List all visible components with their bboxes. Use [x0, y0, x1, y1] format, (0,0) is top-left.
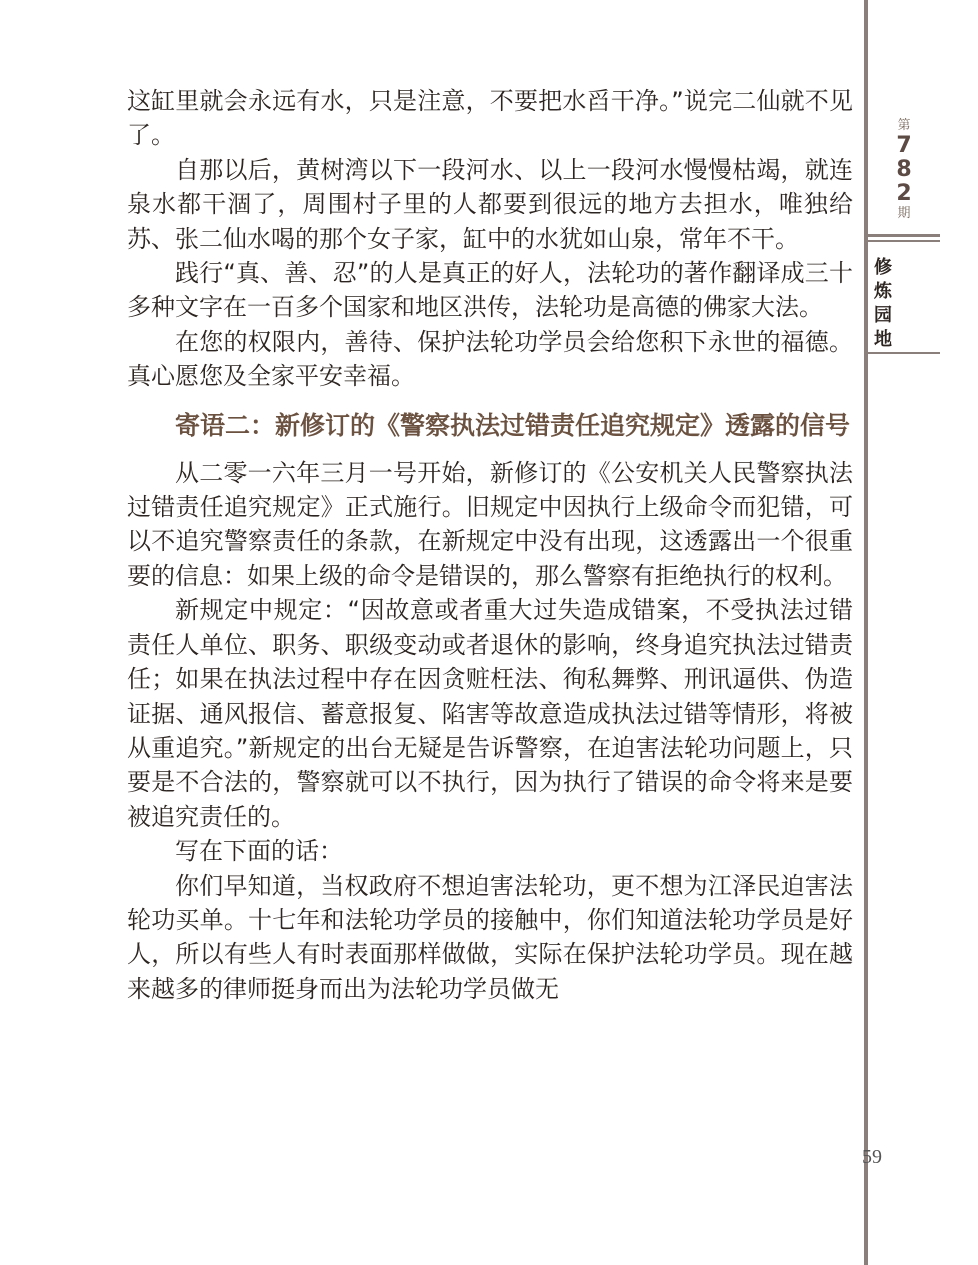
- issue-number: [868, 134, 940, 206]
- article-body: [127, 84, 853, 1006]
- paragraph: 践行“真、善、忍”的人是真正的好人，法轮功的著作翻译成三十多种文字在一百多个国家和地区洪传，法轮功是高德的佛家大法。: [127, 259, 853, 322]
- section-heading: 寄语二：新修订的《警察执法过错责任追究规定》透露的信号: [175, 410, 851, 440]
- divider-band: [868, 352, 940, 354]
- column-title: [872, 256, 894, 352]
- issue-number-block: [868, 118, 940, 222]
- column-title-char: 地: [874, 329, 892, 350]
- paragraph: 你们早知道，当权政府不想迫害法轮功，更不想为江泽民迫害法轮功买单。十七年和法轮功学员的接触中，你们知道法轮功学员是好人，所以有些人有时表面那样做做，实际在保护法轮功学员。现在越来越多的律师挺身而出为法轮功学员做无: [127, 871, 853, 1003]
- paragraph: 新规定中规定：“因故意或者重大过失造成错案，不受执法过错责任人单位、职务、职级变动或者退休的影响，终身追究执法过错责任；如果在执法过程中存在因贪赃枉法、徇私舞弊、刑讯逼供、伪造证据、通风报信、蓄意报复、陷害等故意造成执法过错等情形，将被从重追究。”新规定的出台无疑是告诉警察，在迫害法轮功问题上，只要是不合法的，警察就可以不执行，因为执行了错误的命令将来是要被追究责任的。: [127, 596, 853, 831]
- issue-suffix: 期: [897, 206, 911, 221]
- issue-prefix: 第: [897, 118, 911, 133]
- paragraph: 在您的权限内，善待、保护法轮功学员会给您积下永世的福德。真心愿您及全家平安幸福。: [127, 327, 853, 391]
- column-title-char: 园: [874, 305, 892, 326]
- column-title-char: 炼: [874, 281, 892, 302]
- paragraph: 自那以后，黄树湾以下一段河水、以上一段河水慢慢枯竭，就连泉水都干涸了，周围村子里的人都要到很远的地方去担水，唯独给苏、张二仙水喝的那个女子家，缸中的水犹如山泉，常年不干。: [127, 155, 853, 253]
- paragraph: 这缸里就会永远有水，只是注意，不要把水舀干净。”说完二仙就不见了。: [127, 87, 853, 150]
- issue-digit: 2: [896, 181, 912, 206]
- column-title-char: 修: [874, 257, 892, 278]
- page-number: 59: [862, 1146, 882, 1168]
- paragraph: 写在下面的话：: [175, 837, 343, 866]
- paragraph: 从二零一六年三月一号开始，新修订的《公安机关人民警察执法过错责任追究规定》正式施行。旧规定中因执行上级命令而犯错，可以不追究警察责任的条款，在新规定中没有出现，这透露出一个很重要的信息：如果上级的命令是错误的，那么警察有拒绝执行的权利。: [127, 458, 853, 590]
- divider-band: [868, 240, 940, 242]
- issue-digit: 7: [896, 133, 912, 158]
- issue-digit: 8: [896, 157, 912, 182]
- divider-band: [868, 234, 940, 237]
